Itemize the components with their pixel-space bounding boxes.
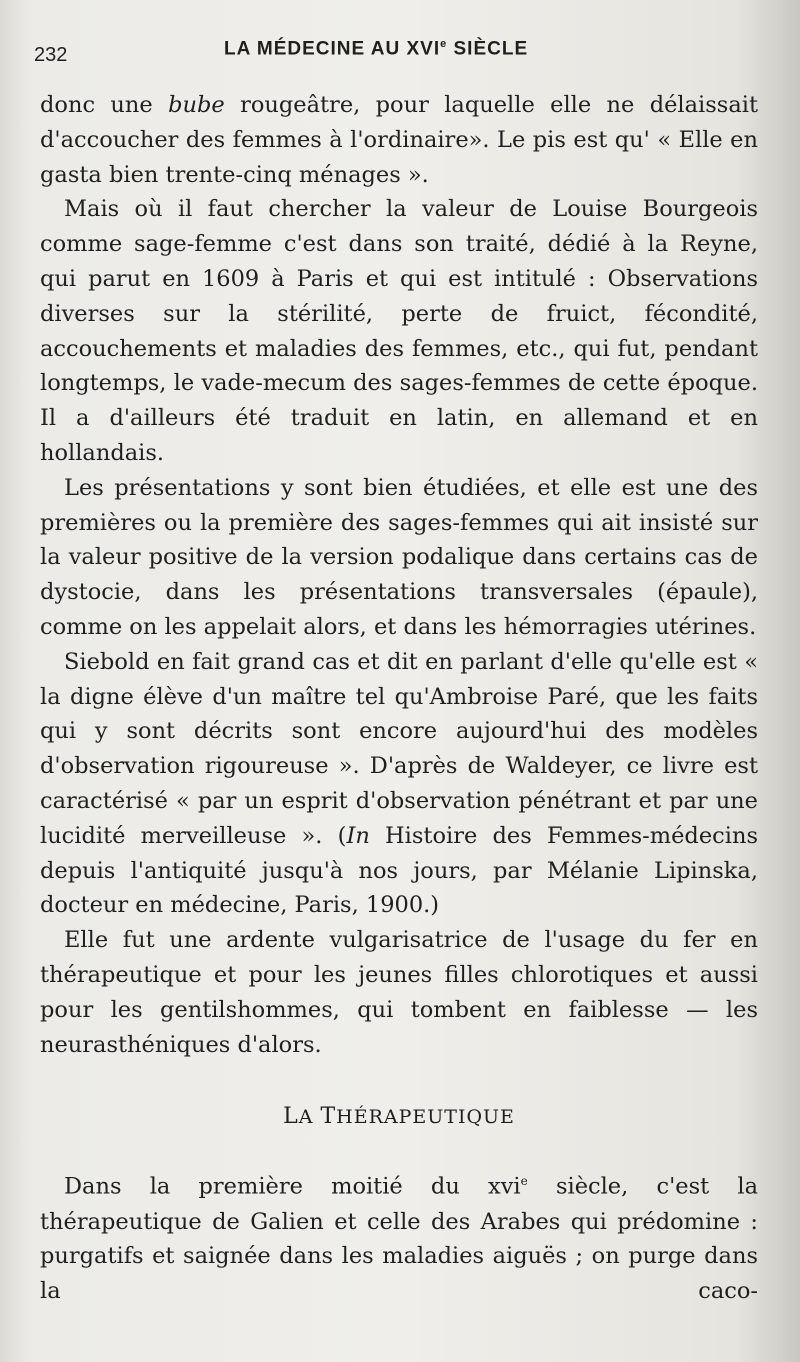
section-heading: LA THÉRAPEUTIQUE bbox=[283, 1104, 515, 1130]
paragraph-6: Dans la première moitié du xvi$^e$ siècle, c'est la thérapeutique de Galien et celle des Arabes qui prédomine : purgatifs et saignée dans les maladies aiguës ; on purge dans la caco- bbox=[40, 1173, 758, 1305]
paragraph-2: Mais où il faut chercher la valeur de Louise Bourgeois comme sage-femme c'est dans son traité, dédié à la Reyne, qui parut en 1609 à Paris et qui est intitulé : Observations diverses sur la stérilité, perte de fruict, fécondité, accouchements et maladies des femmes, etc., qui fut, pendant longtemps, le vade-mecum des sages-femmes de cette époque. Il a d'ailleurs été traduit en latin, en allemand et en hollandais. bbox=[40, 196, 758, 466]
running-title: LA MÉDECINE AU XVIe SIÈCLE bbox=[224, 38, 529, 60]
body-text bbox=[40, 88, 758, 1309]
paragraph-1: donc une bube rougeâtre, pour laquelle elle ne délaissait d'accoucher des femmes à l'ordinaire». Le pis est qu' « Elle en gasta bien trente-cinq ménages ». bbox=[40, 92, 758, 188]
paragraph-3: Les présentations y sont bien étudiées, et elle est une des premières ou la première des sages-femmes qui ait insisté sur la valeur positive de la version podalique dans certains cas de dystocie, dans les présentations transversales (épaule), comme on les appelait alors, et dans les hémorragies utérines. bbox=[40, 474, 758, 640]
page-header bbox=[34, 36, 754, 72]
page-number: 232 bbox=[34, 44, 68, 66]
paragraph-5: Elle fut une ardente vulgarisatrice de l'usage du fer en thérapeutique et pour les jeunes filles chlorotiques et aussi pour les gentilshommes, qui tombent en faiblesse — les neurasthéniques d'alors. bbox=[40, 927, 758, 1058]
paragraph-4: Siebold en fait grand cas et dit en parlant d'elle qu'elle est « la digne élève d'un maître tel qu'Ambroise Paré, que les faits qui y sont décrits sont encore aujourd'hui des modèles d'observation rigoureuse ». D'après de Waldeyer, ce livre est caractérisé « par un esprit d'observation pénétrant et par une lucidité merveilleuse ». (In Histoire des Femmes-médecins depuis l'antiquité jusqu'à nos jours, par Mélanie Lipinska, docteur en médecine, Paris, 1900.) bbox=[40, 648, 758, 919]
